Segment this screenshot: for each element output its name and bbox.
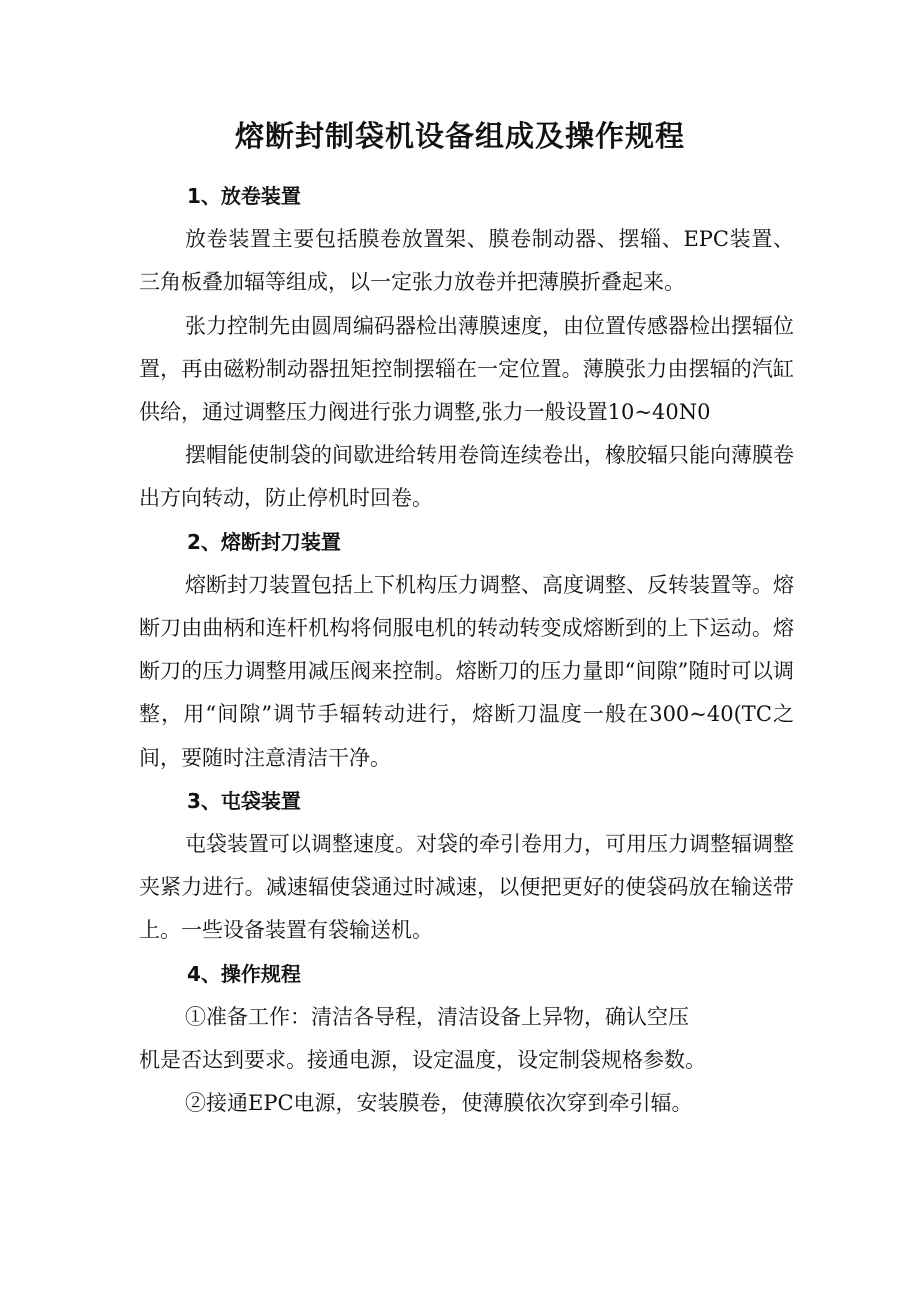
paragraph-tension-control: 张力控制先由圆周编码器检出薄膜速度，由位置传感器检出摆辐位置，再由磁粉制动器扭矩控制摆辎在一定位置。薄膜张力由摆辐的汽缸供给，通过调整压力阀进行张力调整,张力一般设置10~40N0 [139,313,794,425]
paragraph-step-2: ②接通EPC电源，安装膜卷，使薄膜依次穿到牵引辐。 [185,1091,693,1116]
document-title: 熔断封制袋机设备组成及操作规程 [234,119,685,153]
paragraph-unwind-overview: 放卷装置主要包括膜卷放置架、膜卷制动器、摆辎、EPC装置、三角板叠加辐等组成，以一定张力放卷并把薄膜折叠起来。 [139,227,794,295]
section-heading-stacking: 3、屯袋装置 [187,788,301,813]
paragraph-sealing-knife: 熔断封刀装置包括上下机构压力调整、高度调整、反转装置等。熔断刀由曲柄和连杆机构将伺服电机的转动转变成熔断到的上下运动。熔断刀的压力调整用减压阀来控制。熔断刀的压力量即“间隙”随时可以调整，用“间隙”调节手辐转动进行，熔断刀温度一般在300~40(TC之间，要随时注意清洁干净。 [139,572,794,770]
document-body [139,175,794,1125]
paragraph-step-1 [139,996,794,1082]
step-1-line-2: 机是否达到要求。接通电源，设定温度，设定制袋规格参数。 [139,1048,706,1073]
paragraph-dancer: 摆帽能使制袋的间歇进给转用卷筒连续卷出，橡胶辐只能向薄膜卷出方向转动，防止停机时回卷。 [139,443,794,511]
paragraph-stacking: 屯袋装置可以调整速度。对袋的牵引卷用力，可用压力调整辐调整夹紧力进行。减速辐使袋通过时减速，以便把更好的使袋码放在输送带上。一些设备装置有袋输送机。 [139,832,794,943]
step-1-line-1: ①准备工作：清洁各导程，清洁设备上异物，确认空压 [185,1004,689,1029]
section-heading-unwind: 1、放卷装置 [187,184,301,208]
section-heading-sealing-knife: 2、熔断封刀装置 [187,529,341,554]
section-heading-operation: 4、操作规程 [187,961,301,986]
